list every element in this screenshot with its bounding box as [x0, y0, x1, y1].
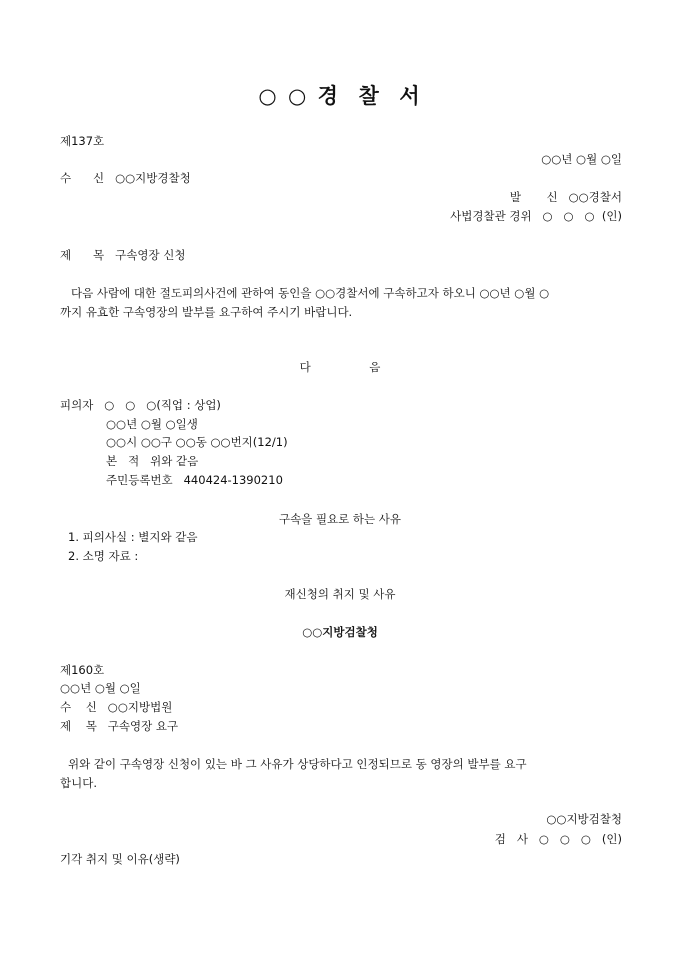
request-paragraph-line-1: 다음 사람에 대한 절도피의사건에 관하여 동인을 ○○경찰서에 구속하고자 하오니 ○○년 ○월 ○	[71, 286, 550, 300]
document-number: 제137호	[60, 134, 105, 148]
detention-reasons-heading: 구속을 필요로 하는 사유	[278, 512, 402, 526]
suspect-domicile: 본 적 위와 같음	[106, 454, 199, 468]
recipient-line: 수 신 ○○지방경찰청	[60, 171, 191, 185]
reason-item-2: 2. 소명 자료 :	[68, 549, 139, 563]
prosecutor-recipient: 수 신 ○○지방법원	[60, 700, 173, 714]
reason-item-1: 1. 피의사실 : 별지와 같음	[68, 530, 198, 544]
prosecutor-office-heading: ○○지방검찰청	[302, 625, 378, 639]
prosecutor-sign-office: ○○지방검찰청	[546, 812, 622, 826]
prosecutor-date: ○○년 ○월 ○일	[60, 681, 141, 695]
prosecutor-paragraph-line-2: 합니다.	[60, 776, 97, 790]
document-title: ○ ○ 경 찰 서	[258, 83, 422, 108]
subject-line: 제 목 구속영장 신청	[60, 248, 186, 262]
prosecutor-subject: 제 목 구속영장 요구	[60, 719, 179, 733]
da-eum-heading: 다 음	[299, 360, 381, 374]
prosecutor-paragraph-line-1: 위와 같이 구속영장 신청이 있는 바 그 사유가 상당하다고 인정되므로 동 영장의 발부를 요구	[68, 757, 527, 771]
prosecutor-signature: 검 사 ○ ○ ○ (인)	[494, 832, 622, 846]
suspect-id-number: 주민등록번호 440424-1390210	[106, 473, 283, 487]
suspect-birth: ○○년 ○월 ○일생	[106, 417, 198, 431]
reapplication-heading: 재신청의 취지 및 사유	[284, 587, 396, 601]
sender-line: 발 신 ○○경찰서	[509, 190, 622, 204]
document-date: ○○년 ○월 ○일	[541, 152, 622, 166]
request-paragraph-line-2: 까지 유효한 구속영장의 발부를 요구하여 주시기 바랍니다.	[60, 305, 353, 319]
suspect-line: 피의자 ○ ○ ○(직업 : 상업)	[60, 398, 221, 412]
suspect-address: ○○시 ○○구 ○○동 ○○번지(12/1)	[106, 435, 288, 449]
rejection-reason-line: 기각 취지 및 이유(생략)	[60, 852, 180, 866]
prosecutor-document-number: 제160호	[60, 663, 105, 677]
officer-signature: 사법경찰관 경위 ○ ○ ○ (인)	[450, 209, 622, 223]
